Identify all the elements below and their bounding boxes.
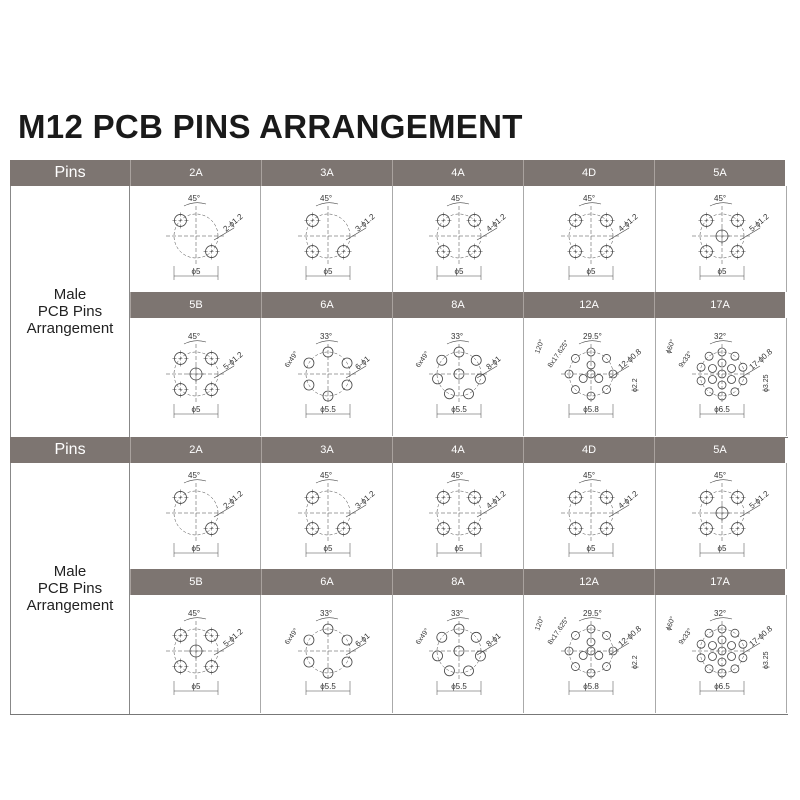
pin-code-header: 4A <box>392 160 523 186</box>
dimension-label: ϕ3.25 <box>763 374 771 392</box>
pin-code-header: 12A <box>523 292 654 318</box>
angle-label: 45° <box>451 471 464 480</box>
pin-diagram-cell <box>130 186 261 292</box>
pin-code-header: 3A <box>261 437 392 463</box>
angle-label: 45° <box>188 194 201 203</box>
pin-hole <box>705 665 713 673</box>
pins-table-section <box>10 160 788 440</box>
hole-callout-label: 17-ϕ0.8 <box>747 347 775 372</box>
diameter-label: ϕ5.5 <box>319 682 336 691</box>
angle-label: 45° <box>188 471 201 480</box>
angle-label: 32° <box>714 332 727 341</box>
pin-hole <box>445 666 455 676</box>
angle-label: 9x33° <box>678 350 695 370</box>
pin-diagram-cell <box>393 318 524 436</box>
table-header-row <box>10 160 788 186</box>
hole-callout-label: 2-ϕ1.2 <box>221 489 245 511</box>
pin-code-header: 17A <box>654 292 785 318</box>
table-subheader-row <box>130 569 788 595</box>
pin-hole <box>437 355 447 365</box>
pin-hole <box>433 651 443 661</box>
diameter-label: ϕ5.5 <box>451 405 467 414</box>
angle-label: 9x33° <box>678 627 695 647</box>
pin-hole <box>579 375 587 383</box>
pin-code-header: 3A <box>261 160 392 186</box>
diameter-label: ϕ5 <box>191 267 201 276</box>
hole-callout-label: 6-ϕ1 <box>353 354 372 372</box>
angle-label: 33° <box>451 332 464 341</box>
hole-callout-label: 12-ϕ0.8 <box>616 347 643 372</box>
pin-diagram-cell <box>262 595 393 713</box>
angle-label: 6x49° <box>283 350 300 370</box>
angle-label: 33° <box>451 609 464 618</box>
diameter-label: ϕ5 <box>586 544 596 553</box>
diameter-label: ϕ5 <box>191 544 201 553</box>
diameter-label: ϕ5.8 <box>582 405 599 414</box>
hole-callout-label: 6-ϕ1 <box>353 631 372 649</box>
angle-label: 29.5° <box>582 609 602 618</box>
pin-code-header: 12A <box>523 569 654 595</box>
pin-diagram-cell <box>393 595 524 713</box>
pin-diagram-cell <box>525 186 656 292</box>
pin-code-header: 4A <box>392 437 523 463</box>
pin-diagram-cell <box>525 595 656 713</box>
angle-label: 45° <box>714 471 727 480</box>
angle-label: 45° <box>582 194 595 203</box>
angle-label: 8x17.625° <box>546 616 571 647</box>
pin-diagram-cell <box>262 318 393 436</box>
pins-header-label: Pins <box>10 437 130 463</box>
hole-callout-label: 3-ϕ1.2 <box>353 212 377 234</box>
pin-code-header: 17A <box>654 569 785 595</box>
pin-hole <box>728 365 736 373</box>
diameter-label: ϕ5 <box>191 682 201 691</box>
diameter-label: ϕ5.8 <box>582 682 599 691</box>
pin-hole <box>705 352 713 360</box>
pin-hole <box>709 365 717 373</box>
pin-hole <box>728 642 736 650</box>
pin-code-header: 5A <box>654 437 785 463</box>
pin-hole <box>464 666 474 676</box>
hole-callout-label: 5-ϕ1.2 <box>747 489 772 511</box>
pin-hole <box>705 388 713 396</box>
page-title: M12 PCB PINS ARRANGEMENT <box>18 108 523 145</box>
dimension-label: ϕ2.2 <box>631 655 639 669</box>
angle-label: 33° <box>319 609 332 618</box>
angle-label: 45° <box>319 471 332 480</box>
pin-diagram-cell <box>262 463 393 569</box>
pin-hole <box>728 653 736 661</box>
diameter-label: ϕ5 <box>323 267 333 276</box>
angle-label: ϕ60° <box>665 615 678 632</box>
diameter-label: ϕ5 <box>454 544 464 553</box>
pin-code-header: 8A <box>392 569 523 595</box>
angle-label: 45° <box>188 332 201 341</box>
pin-hole <box>709 653 717 661</box>
pin-code-header: 2A <box>130 437 261 463</box>
angle-label: 45° <box>319 194 332 203</box>
pin-hole <box>433 374 443 384</box>
hole-callout-label: 8-ϕ1 <box>484 631 503 649</box>
angle-label: ϕ60° <box>665 338 678 355</box>
diameter-label: ϕ5 <box>717 267 727 276</box>
table-bottom-border <box>10 714 788 715</box>
pin-diagram-cell <box>130 318 261 436</box>
diameter-label: ϕ5 <box>717 544 727 553</box>
angle-label: 120° <box>534 615 546 632</box>
diameter-label: ϕ5 <box>454 267 464 276</box>
pin-code-header: 4D <box>523 437 654 463</box>
pin-diagram-cell <box>393 186 524 292</box>
angle-label: 8x17.625° <box>546 339 571 370</box>
diameter-label: ϕ5.5 <box>451 682 467 691</box>
pin-diagram-cell <box>656 463 787 569</box>
pin-code-header: 2A <box>130 160 261 186</box>
hole-callout-label: 4-ϕ1.2 <box>484 489 508 511</box>
pin-diagram-cell <box>262 186 393 292</box>
pin-diagram-cell <box>130 463 261 569</box>
pin-code-header: 6A <box>261 569 392 595</box>
angle-label: 29.5° <box>582 332 602 341</box>
angle-label: 32° <box>714 609 727 618</box>
pin-hole <box>464 389 474 399</box>
pin-hole <box>728 376 736 384</box>
angle-label: 33° <box>319 332 332 341</box>
angle-label: 45° <box>714 194 727 203</box>
angle-label: 45° <box>188 609 201 618</box>
diameter-label: ϕ5.5 <box>319 405 336 414</box>
hole-callout-label: 8-ϕ1 <box>484 354 503 372</box>
diameter-label: ϕ6.5 <box>714 405 731 414</box>
table-subheader-row <box>130 292 788 318</box>
pin-hole <box>437 632 447 642</box>
pin-diagram-cell <box>656 318 787 436</box>
pin-hole <box>709 376 717 384</box>
dimension-label: ϕ3.25 <box>763 651 771 669</box>
hole-callout-label: 17-ϕ0.8 <box>747 624 775 649</box>
pin-diagram-cell <box>656 595 787 713</box>
angle-label: 45° <box>451 194 464 203</box>
pin-hole <box>595 375 603 383</box>
angle-label: 45° <box>582 471 595 480</box>
pin-code-header: 8A <box>392 292 523 318</box>
hole-callout-label: 4-ϕ1.2 <box>616 212 640 234</box>
pin-code-header: 6A <box>261 292 392 318</box>
pin-diagram-cell <box>393 463 524 569</box>
hole-callout-label: 2-ϕ1.2 <box>221 212 245 234</box>
hole-callout-label: 12-ϕ0.8 <box>616 624 643 649</box>
pin-hole <box>579 652 587 660</box>
pin-diagram-cell <box>656 186 787 292</box>
angle-label: 6x49° <box>283 627 300 647</box>
hole-callout-label: 4-ϕ1.2 <box>484 212 508 234</box>
pins-header-label: Pins <box>10 160 130 186</box>
angle-label: 120° <box>534 338 546 355</box>
row-label-male-pcb-pins: Male PCB Pins Arrangement <box>10 186 130 437</box>
angle-label: 6x49° <box>415 350 432 370</box>
hole-callout-label: 5-ϕ1.2 <box>221 350 245 372</box>
pin-hole <box>705 629 713 637</box>
diameter-label: ϕ6.5 <box>714 682 731 691</box>
pin-code-header: 5A <box>654 160 785 186</box>
hole-callout-label: 4-ϕ1.2 <box>616 489 640 511</box>
angle-label: 6x49° <box>415 627 432 647</box>
row-label-male-pcb-pins: Male PCB Pins Arrangement <box>10 463 130 714</box>
diameter-label: ϕ5 <box>323 544 333 553</box>
pin-hole <box>445 389 455 399</box>
dimension-label: ϕ2.2 <box>631 378 639 392</box>
pin-code-header: 5B <box>130 569 261 595</box>
pin-diagram-cell <box>525 318 656 436</box>
pin-diagram-cell <box>525 463 656 569</box>
pin-hole <box>595 652 603 660</box>
hole-callout-label: 5-ϕ1.2 <box>747 212 772 234</box>
diameter-label: ϕ5 <box>586 267 596 276</box>
pins-table-section <box>10 437 788 717</box>
pin-diagram-cell <box>130 595 261 713</box>
pin-hole <box>709 642 717 650</box>
diameter-label: ϕ5 <box>191 405 201 414</box>
pin-code-header: 4D <box>523 160 654 186</box>
pin-code-header: 5B <box>130 292 261 318</box>
hole-callout-label: 3-ϕ1.2 <box>353 489 377 511</box>
hole-callout-label: 5-ϕ1.2 <box>221 627 245 649</box>
table-header-row <box>10 437 788 463</box>
